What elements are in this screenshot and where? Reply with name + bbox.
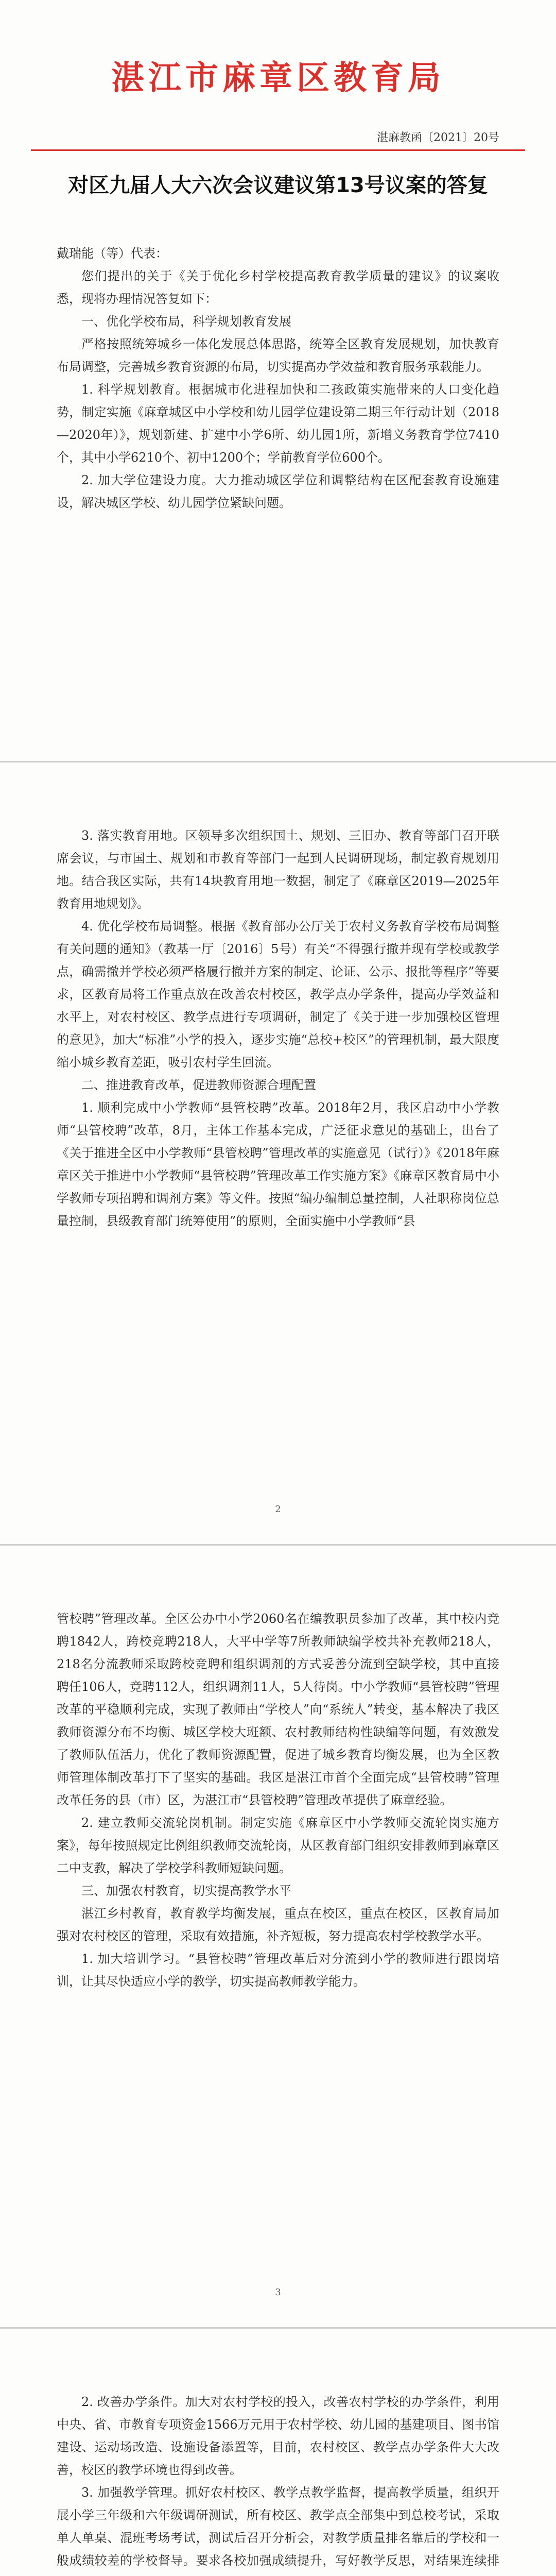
paragraph: 严格按照统筹城乡一体化发展总体思路，统筹全区教育发展规划，加快教育布局调整，完善城乡教育资源的布局，切实提高办学效益和教育服务承载能力。 [57,337,499,374]
paragraph: 管校聘”管理改革。全区公办中小学2060名在编教职员参加了改革，其中校内竞聘1842人，跨校竞聘218人，大平中学等7所教师缺编学校共补充教师218人，218名分流教师采取跨校竞聘和组织调剂的方式妥善分流到空缺学校，其中直接聘任106人，竞聘112人，组织调剂11人，5人待岗。中小学教师“县管校聘”管理改革的平稳顺利完成，实现了教师由“学校人”向“系统人”转变，基本解决了我区教师资源分布不均衡、城区学校大班额、农村教师结构性缺编等问题，有效激发了教师队伍活力，优化了教师资源配置，促进了城乡教育均衡发展，也为全区教师管理体制改革打下了坚实的基础。我区是湛江市首个全面完成“县管校聘”管理改革任务的县（市）区，为湛江市“县管校聘”管理改革提供了麻章经验。 [57,1612,499,1807]
body-page-2 [57,824,499,1232]
document-number: 湛麻教函〔2021〕20号 [377,131,499,144]
section-heading-3: 三、加强农村教育，切实提高教学水平 [81,1884,291,1898]
red-divider [31,149,525,151]
page-3 [0,1546,556,2329]
paragraph: 3. 落实教育用地。区领导多次组织国土、规划、三旧办、教育等部门召开联席会议，与市国土、规划和市教育等部门一起到人民调研现场，制定教育规划用地。结合我区实际，共有14块教育用地一数据，制定了《麻章区2019—2025年教育用地规划》。 [57,828,499,911]
paragraph: 1. 顺利完成中小学教师“县管校聘”改革。2018年2月，我区启动中小学教师“县管校聘”改革，8月，主体工作基本完成，广泛征求意见的基础上，出台了《关于推进全区中小学教师“县管校聘”管理改革的实施意见（试行）》《2018年麻章区关于推进中小学教师“县管校聘”管理改革工作实施方案》《麻章区教育局中小学教师专项招聘和调剂方案》等文件。按照“编办编制总量控制，人社职称岗位总量控制，县级教育部门统筹使用”的原则，全面实施中小学教师“县 [57,1100,499,1228]
body-page-3 [57,1607,499,1993]
paragraph: 3. 加强教学管理。抓好农村校区、教学点教学监督，提高教学质量，组织开展小学三年级和六年级调研测试，所有校区、教学点全部集中到总校考试，采取单人单桌、混班考场考试，测试后召开分析会，对教学质量排名靠后的学校和一般成绩较差的学校督导。要求各校加强成绩提升，写好教学反思，对结果连续排 [57,2485,499,2568]
paragraph: 您们提出的关于《关于优化乡村学校提高教育教学质量的建议》的议案收悉，现将办理情况答复如下： [57,269,499,306]
page-1 [0,0,556,762]
page-4 [0,2329,556,2576]
page-number: 3 [275,2287,281,2298]
document-title: 对区九届人大六次会议建议第13号议案的答复 [68,174,488,197]
paragraph: 4. 优化学校布局调整。根据《教育部办公厅关于农村义务教育学校布局调整有关问题的通知》（教基一厅〔2016〕5号）有关“不得强行撤并现有学校或教学点，确需撤并学校必须严格履行撤并方案的制定、论证、公示、报批等程序”等要求，区教育局将工作重点放在改善农村校区，教学点办学条件，提高办学效益和水平上，对农村校区、教学点进行专项调研，制定了《关于进一步加强校区管理的意见》，加大“标准”小学的投入，逐步实施“总校+校区”的管理机制，最大限度缩小城乡教育差距，吸引农村学生回流。 [57,919,499,1070]
paragraph: 2. 改善办学条件。加大对农村学校的投入，改善农村学校的办学条件，利用中央、省、市教育专项资金1566万元用于农村学校、幼儿园的基建项目、图书馆建设、运动场改造、设施设备添置等，目前，农村校区、教学点办学条件大大改善，校区的教学环境也得到改善。 [57,2395,499,2477]
issuing-org-header: 湛江市麻章区教育局 [111,59,445,97]
paragraph: 1. 加大培训学习。“县管校聘”管理改革后对分流到小学的教师进行跟岗培训，让其尽快适应小学的教学，切实提高教师教学能力。 [57,1952,499,1989]
paragraph: 湛江乡村教育，教育教学均衡发展，重点在校区，重点在校区，区教育局加强对农村校区的管理，采取有效措施，补齐短板，努力提高农村学校教学水平。 [57,1906,499,1943]
page-2 [0,762,556,1546]
body-page-1 [57,242,499,514]
section-heading-2: 二、推进教育改革，促进教师资源合理配置 [81,1078,316,1092]
salutation: 戴瑞能（等）代表： [57,246,168,261]
section-heading-1: 一、优化学校布局，科学规划教育发展 [81,314,291,329]
paragraph: 2. 建立教师交流轮岗机制。制定实施《麻章区中小学教师交流轮岗实施方案》，每年按照规定比例组织教师交流轮岗，从区教育部门组织安排教师到麻章区二中支教，解决了学校学科教师短缺问题。 [57,1816,499,1875]
body-page-4 [57,2391,499,2576]
paragraph: 2. 加大学位建设力度。大力推动城区学位和调整结构在区配套教育设施建设，解决城区学校、幼儿园学位紧缺问题。 [57,473,499,510]
paragraph: 1. 科学规划教育。根据城市化进程加快和二孩政策实施带来的人口变化趋势，制定实施《麻章城区中小学校和幼儿园学位建设第二期三年行动计划（2018—2020年）》，规划新建、扩建中小学6所、幼儿园1所，新增义务教育学位7410个，其中小学6210个、初中1200个；学前教育学位600个。 [57,382,499,465]
page-number: 2 [275,1504,281,1515]
